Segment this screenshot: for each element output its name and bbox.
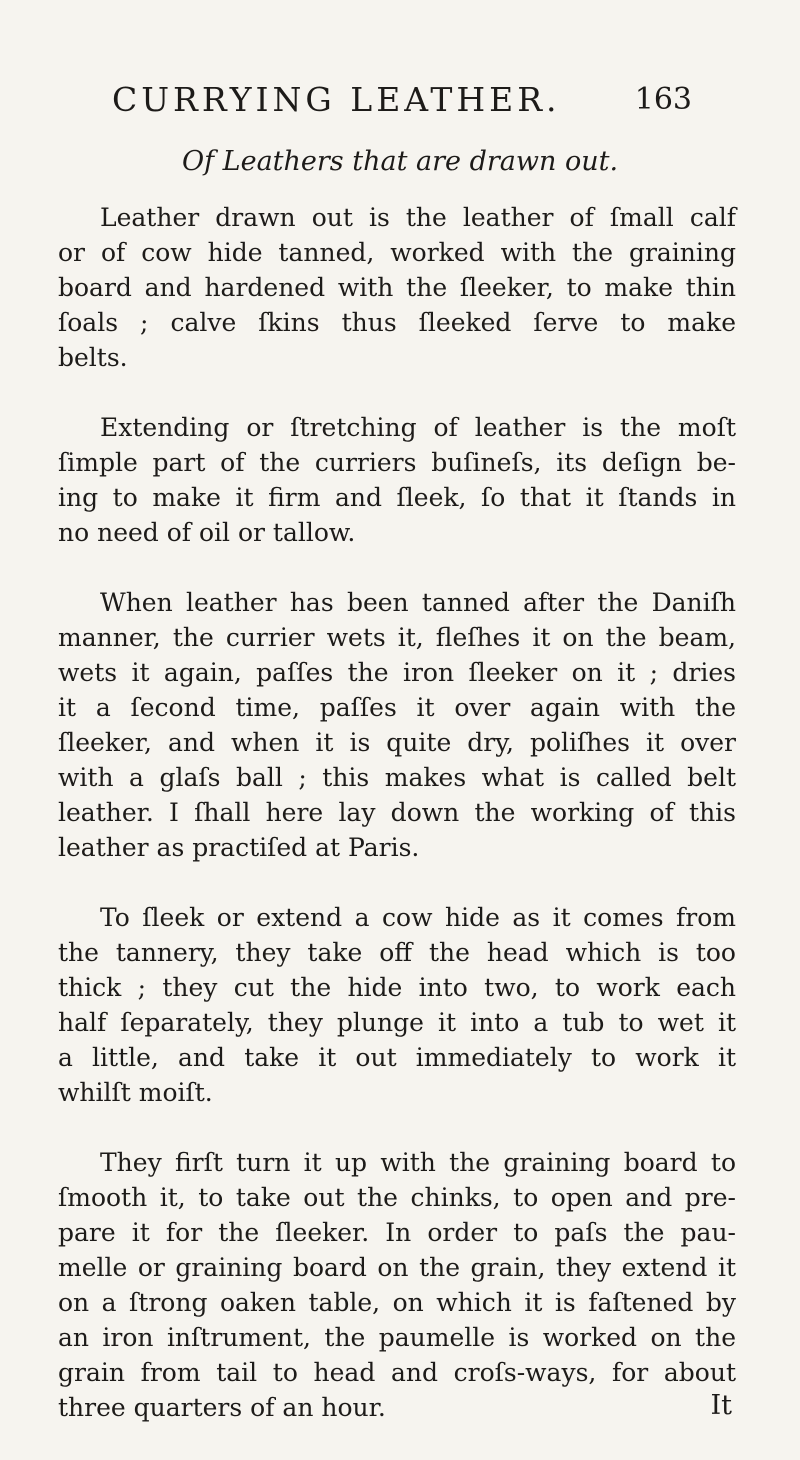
text-line: with a glaſs ball ; this makes what is called belt [58,763,736,792]
paragraph-sleek-cow-hide [58,900,736,1110]
text-line: ſleeker, and when it is quite dry, poliſhes it over [58,728,736,757]
text-line: ſimple part of the curriers buſineſs, its deſign be- [58,448,736,477]
text-line: To ſleek or extend a cow hide as it comes from [100,903,736,932]
section-title: Of Leathers that are drawn out. [181,146,619,177]
text-line: ing to make it firm and ſleek, ſo that it ſtands in [58,483,736,512]
text-line: no need of oil or tallow. [58,518,356,547]
text-line: leather as practiſed at Paris. [58,833,420,862]
text-line: leather. I ſhall here lay down the working of this [58,798,736,827]
text-line: pare it for the ſleeker. In order to paſs the pau- [58,1218,736,1247]
text-line: belts. [58,343,128,372]
text-line: They firſt turn it up with the graining board to [100,1148,736,1177]
text-line: whilſt moiſt. [58,1078,213,1107]
text-line: board and hardened with the ſleeker, to make thin [58,273,736,302]
text-line: Extending or ſtretching of leather is the moſt [100,413,736,442]
paragraph-extending-leather [58,410,736,550]
text-line: melle or graining board on the grain, they extend it [58,1253,736,1282]
text-line: three quarters of an hour. [58,1393,386,1422]
text-line: on a ſtrong oaken table, on which it is faſtened by [58,1288,736,1317]
text-line: Leather drawn out is the leather of ſmall calf [100,203,736,232]
text-line: wets it again, paſſes the iron ſleeker on it ; dries [58,658,736,687]
text-line: grain from tail to head and croſs-ways, for about [58,1358,736,1387]
running-head [112,80,692,128]
text-line: thick ; they cut the hide into two, to work each [58,973,736,1002]
text-line: a little, and take it out immediately to work it [58,1043,736,1072]
text-line: it a ſecond time, paſſes it over again with the [58,693,736,722]
catchword: It [710,1390,732,1421]
text-line: manner, the currier wets it, fleſhes it on the beam, [58,623,736,652]
text-line: or of cow hide tanned, worked with the graining [58,238,736,267]
text-line: the tannery, they take off the head which is too [58,938,736,967]
text-line: an iron inſtrument, the paumelle is worked on the [58,1323,736,1352]
paragraph-danish-manner [58,585,736,865]
paragraph-graining-board [58,1145,736,1425]
text-line: When leather has been tanned after the Daniſh [100,588,736,617]
text-line: ſoals ; calve ſkins thus ſleeked ſerve to make [58,308,736,337]
paragraph-leather-drawn-out [58,200,736,375]
text-line: ſmooth it, to take out the chinks, to open and pre- [58,1183,736,1212]
text-line: half ſeparately, they plunge it into a tub to wet it [58,1008,736,1037]
page-number: 163 [634,82,692,117]
body-text [58,200,736,1460]
running-title: CURRYING LEATHER. [112,80,561,119]
